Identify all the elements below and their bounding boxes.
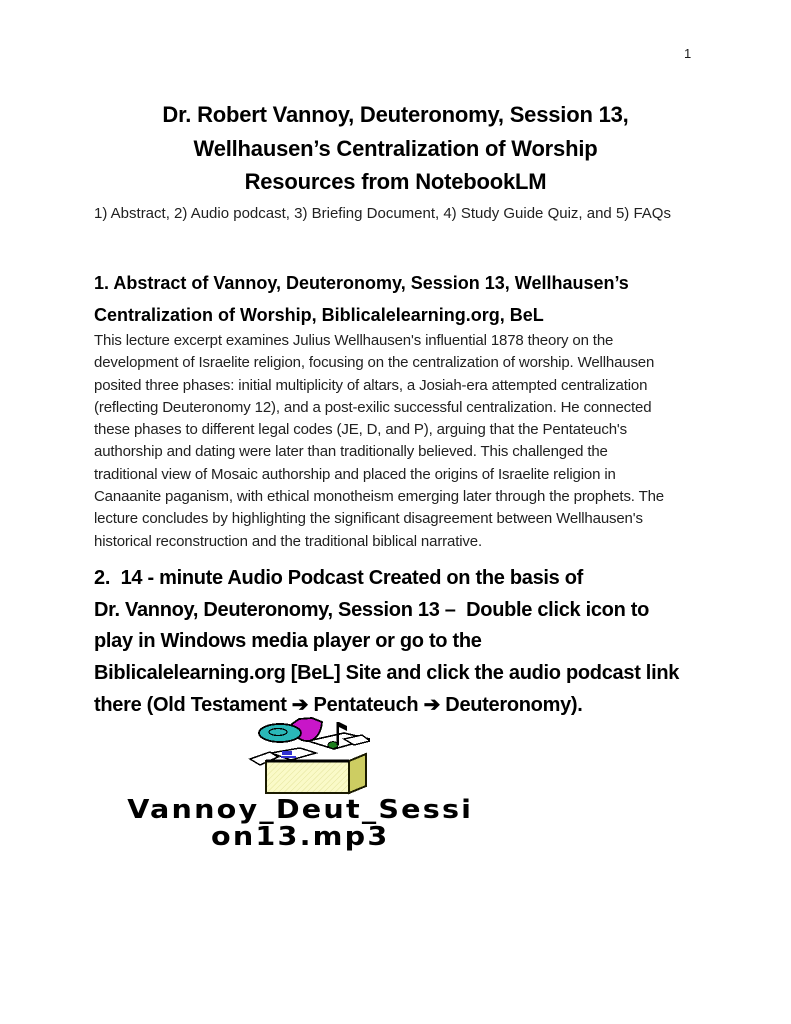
audio-filename — [127, 797, 473, 851]
section-1-heading-line: 1. Abstract of Vannoy, Deuteronomy, Session 13, Wellhausen’s — [94, 273, 629, 293]
section-2-heading-line: Biblicalelearning.org [BeL] Site and click the audio podcast link — [94, 662, 680, 685]
media-clip-icon[interactable] — [248, 715, 370, 796]
section-2-heading-line: 2. 14 - minute Audio Podcast Created on the basis of — [94, 567, 584, 589]
box-front-icon — [266, 761, 349, 793]
section-2-heading-line: play in Windows media player or go to the — [94, 630, 482, 653]
abstract-text-line: traditional view of Mosaic authorship and placed the origins of Israelite religion in — [94, 465, 616, 483]
audio-filename-line: Vannoy_Deut_Sessi — [127, 795, 473, 825]
music-note-flag-icon — [339, 722, 347, 731]
abstract-text-line: lecture concludes by highlighting the significant disagreement between Wellhausen's — [94, 510, 643, 528]
page-number: 1 — [684, 46, 692, 61]
music-note-head-icon — [328, 742, 338, 749]
document-title-line: Resources from NotebookLM — [244, 169, 547, 194]
abstract-text-line: This lecture excerpt examines Julius Wellhausen's influential 1878 theory on the — [94, 332, 614, 349]
abstract-text-line: these phases to different legal codes (JE, D, and P), arguing that the Pentateuch's — [94, 421, 627, 439]
document-title-line: Dr. Robert Vannoy, Deuteronomy, Session 13, — [162, 102, 629, 127]
abstract-text-line: development of Israelite religion, focusing on the centralization of worship. Wellhausen — [94, 354, 655, 372]
section-2-heading-line: Dr. Vannoy, Deuteronomy, Session 13 – Double click icon to — [94, 598, 650, 621]
paper-sheet-icon — [271, 748, 316, 760]
section-1-heading — [94, 268, 629, 331]
cd-disc-icon — [259, 724, 301, 742]
document-title — [94, 98, 697, 199]
abstract-text-line: historical reconstruction and the traditional biblical narrative. — [94, 532, 482, 550]
abstract-text-line: posited three phases: initial multiplicity of altars, a Josiah-era attempted centralization — [94, 376, 648, 394]
abstract-paragraph — [94, 330, 664, 553]
box-side-icon — [349, 754, 366, 793]
audio-filename-line: on13.mp3 — [210, 822, 390, 852]
embedded-audio-object[interactable] — [94, 715, 506, 851]
abstract-text-line: (reflecting Deuteronomy 12), and a post-exilic successful centralization. He connected — [94, 398, 652, 416]
abstract-text-line: authorship and dating were later than traditionally believed. This challenged the — [94, 443, 608, 461]
document-title-line: Wellhausen’s Centralization of Worship — [193, 135, 598, 161]
section-2-heading — [94, 563, 679, 722]
paper-detail-icon — [282, 751, 292, 755]
section-2-heading-line: there (Old Testament ➔ Pentateuch ➔ Deuteronomy). — [94, 693, 583, 716]
resource-list-line: 1) Abstract, 2) Audio podcast, 3) Briefing Document, 4) Study Guide Quiz, and 5) FAQs — [94, 205, 671, 222]
section-1-heading-line: Centralization of Worship, Biblicalelearning.org, BeL — [94, 304, 544, 325]
music-note-stem-icon — [337, 722, 339, 745]
abstract-text-line: Canaanite paganism, with ethical monotheism emerging later through the prophets. The — [94, 488, 664, 506]
